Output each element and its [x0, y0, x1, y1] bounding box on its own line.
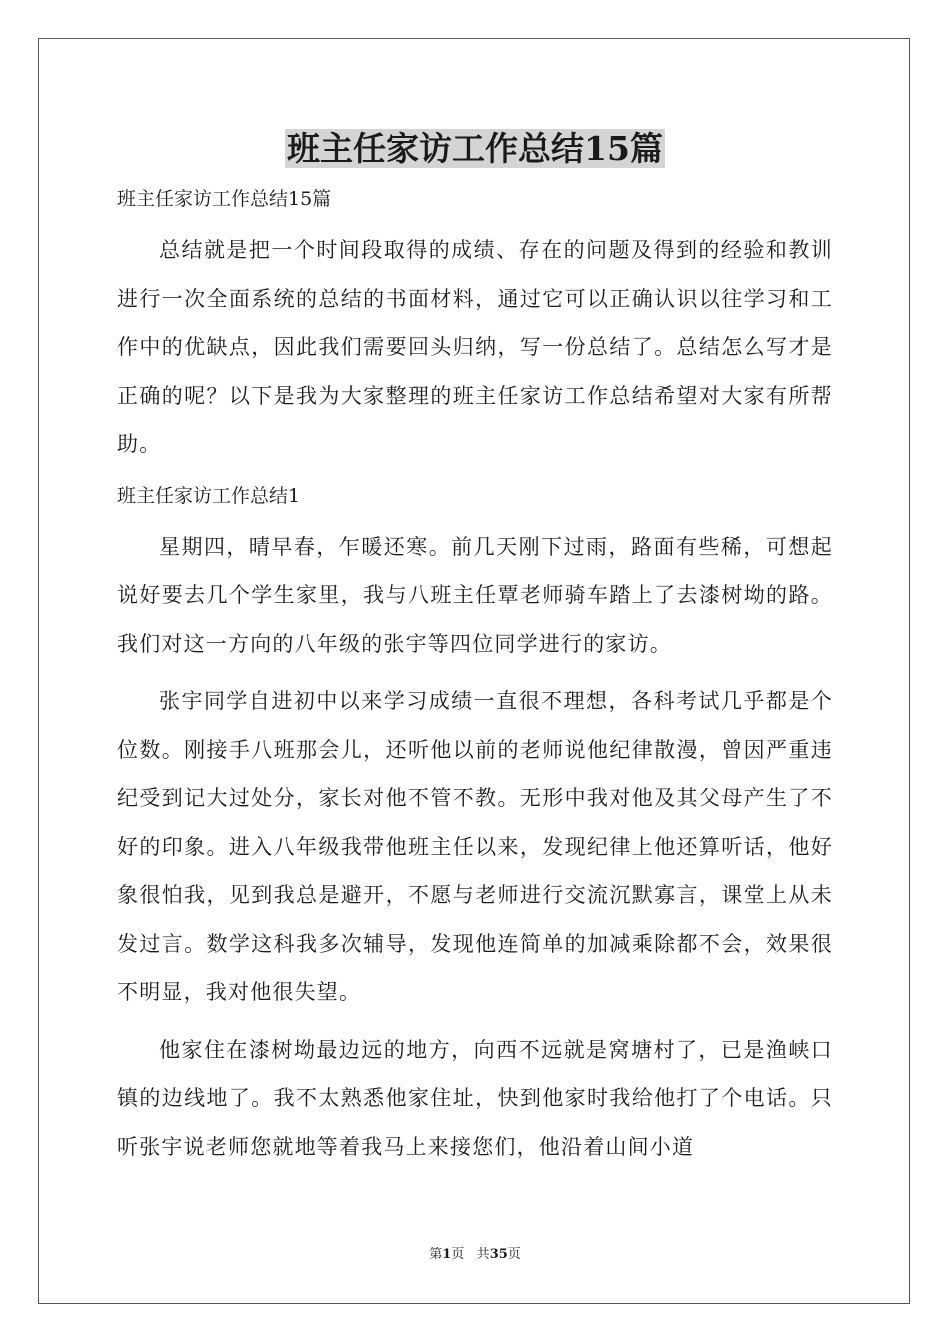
page-suffix: 页 — [451, 1247, 465, 1262]
document-title-text: 班主任家访工作总结15篇 — [287, 129, 663, 168]
page-footer — [0, 1245, 950, 1265]
total-pages: 35 — [489, 1247, 508, 1262]
document-body — [117, 178, 833, 1171]
page-prefix: 第 — [429, 1247, 443, 1262]
page-number: 1 — [442, 1247, 452, 1262]
subtitle-line: 班主任家访工作总结15篇 — [117, 188, 332, 210]
body-paragraph: 他家住在漆树坳最边远的地方，向西不远就是窝塘村了，已是渔峡口镇的边线地了。我不太熟悉他家住址，快到他家时我给他打了个电话。只听张宇说老师您就地等着我马上来接您们，他沿着山间小道 — [117, 1037, 833, 1159]
section-heading: 班主任家访工作总结1 — [117, 484, 301, 507]
total-prefix: 共 — [476, 1247, 490, 1262]
document-title — [0, 126, 950, 172]
intro-paragraph: 总结就是把一个时间段取得的成绩、存在的问题及得到的经验和教训进行一次全面系统的总结的书面材料，通过它可以正确认识以往学习和工作中的优缺点，因此我们需要回头归纳，写一份总结了。总结怎么写才是正确的呢？以下是我为大家整理的班主任家访工作总结希望对大家有所帮助。 — [117, 238, 833, 456]
total-suffix: 页 — [507, 1247, 521, 1262]
body-paragraph: 张宇同学自进初中以来学习成绩一直很不理想，各科考试几乎都是个位数。刚接手八班那会儿，还听他以前的老师说他纪律散漫，曾因严重违纪受到记大过处分，家长对他不管不教。无形中我对他及其父母产生了不好的印象。进入八年级我带他班主任以来，发现纪律上他还算听话，他好象很怕我，见到我总是避开，不愿与老师进行交流沉默寡言，课堂上从未发过言。数学这科我多次辅导，发现他连简单的加减乘除都不会，效果很不明显，我对他很失望。 — [117, 689, 833, 1004]
body-paragraph: 星期四，晴早春，乍暖还寒。前几天刚下过雨，路面有些稀，可想起说好要去几个学生家里，我与八班主任覃老师骑车踏上了去漆树坳的路。我们对这一方向的八年级的张宇等四位同学进行的家访。 — [117, 534, 833, 656]
